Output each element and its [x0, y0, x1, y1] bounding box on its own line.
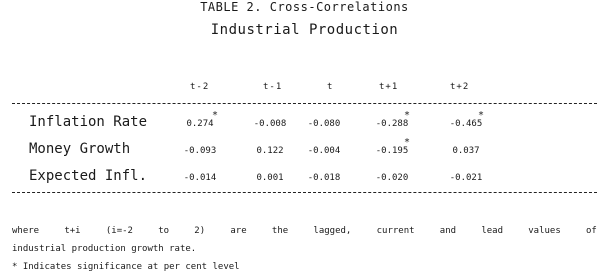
footnote-word: where	[12, 226, 40, 236]
table-cell: -0.465 *	[449, 110, 484, 129]
column-header-t-plus-1: t+1	[379, 82, 399, 92]
table-title: TABLE 2. Cross-Correlations	[200, 0, 409, 14]
footnote-word: the	[271, 226, 289, 236]
footnote-word: (i=-2	[105, 226, 133, 236]
table-cell: -0.021	[449, 173, 483, 183]
footnote-significance: * Indicates significance at per cent level	[12, 262, 240, 272]
table-cell: -0.018	[307, 173, 341, 183]
significance-star: *	[211, 110, 218, 121]
table-cell: -0.020	[375, 173, 409, 183]
table-subtitle: Industrial Production	[210, 22, 399, 38]
table-cell: -0.004	[307, 146, 341, 156]
significance-star: *	[403, 110, 410, 121]
footnote-word: lead	[481, 226, 503, 236]
table-cell: -0.008	[253, 119, 287, 129]
footnote-word: are	[230, 226, 247, 236]
footnote-word: t+i	[64, 226, 81, 236]
footnote-word: lagged,	[313, 226, 352, 236]
bottom-dashed-rule	[12, 192, 597, 193]
top-dashed-rule	[12, 103, 597, 104]
row-label: Inflation Rate	[29, 114, 148, 130]
table-cell: 0.122	[256, 146, 284, 156]
table-cell: -0.288 *	[375, 110, 410, 129]
footnote-word: 2)	[194, 226, 206, 236]
table-cell: -0.080	[307, 119, 341, 129]
footnote-word: current	[376, 226, 415, 236]
footnote-line-1	[12, 226, 597, 236]
significance-star: *	[403, 137, 410, 148]
column-header-t-minus-1: t-1	[263, 82, 283, 92]
table-cell: -0.014	[183, 173, 217, 183]
footnote-word: of	[586, 226, 597, 236]
footnote-line-2: industrial production growth rate.	[12, 244, 197, 254]
table-cell: -0.093	[183, 146, 217, 156]
footnote-word: and	[439, 226, 457, 236]
table-cell: 0.001	[256, 173, 284, 183]
column-header-t-plus-2: t+2	[450, 82, 470, 92]
table-cell: -0.195 *	[375, 137, 410, 156]
table-cell: 0.037	[452, 146, 480, 156]
row-label: Money Growth	[29, 141, 131, 157]
footnote-word: to	[158, 226, 170, 236]
footnote-word: values	[528, 226, 561, 236]
column-header-t-minus-2: t-2	[190, 82, 210, 92]
significance-star: *	[477, 110, 484, 121]
row-label: Expected Infl.	[29, 168, 148, 184]
column-header-t: t	[327, 82, 334, 92]
table-cell: 0.274 *	[186, 110, 218, 129]
